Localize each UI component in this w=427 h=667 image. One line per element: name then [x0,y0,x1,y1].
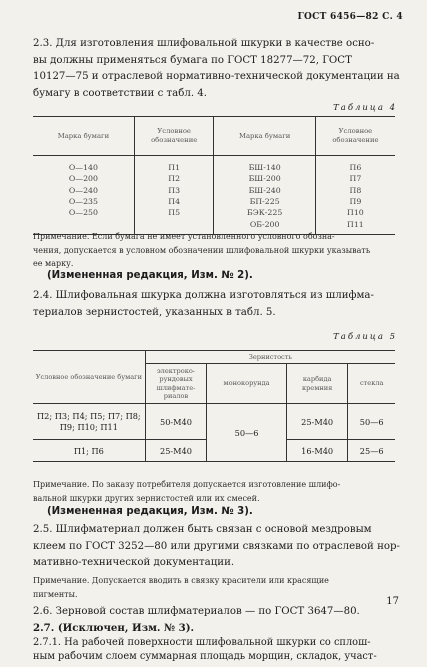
paragraph-2-5: 2.5. Шлифматериал должен быть связан с основой мездровым клеем по ГОСТ 3252—80 или другими связками по отраслевой нор- мативно-технической документации. [33,524,400,568]
paragraph-2-6: 2.6. Зерновой состав шлифматериалов — по ГОСТ 3647—80. [33,606,360,617]
table-5-note: Примечание. По заказу потребителя допускается изготовление шлифо- вальной шкурки других зернистостей или их смесей. [33,480,341,503]
table-row: ОБ-200 П11 [33,218,395,234]
table-4-note: Примечание. Если бумага не имеет установленного условного обозна- чения, допускается в условном обозначении шлифовальной шкурки указывать ее марку. [33,232,371,268]
table-header-cell: Условное обозначение [134,117,214,156]
table-4 [33,116,395,235]
page-number: 17 [386,596,399,607]
table-header-cell: Условное обозначение [315,117,395,156]
table-header-cell: Марка бумаги [214,117,315,156]
revision-note: (Измененная редакция, Изм. № 2). [47,270,253,281]
table-row: О—250 П5 БЭК-225 П10 [33,207,395,218]
paragraph-2-7: 2.7. (Исключен, Изм. № 3). [33,622,195,634]
revision-note: (Измененная редакция, Изм. № 3). [47,506,253,517]
paragraph-2-7-1: 2.7.1. На рабочей поверхности шлифовальной шкурки со сплош- ным рабочим слоем суммарная площадь морщин, складок, участ- [33,637,377,662]
table-header-cell: Условное обозначение бумаги [33,351,145,404]
table-5 [33,350,395,462]
paragraph-2-4: 2.4. Шлифовальная шкурка должна изготовляться из шлифма- териалов зернистостей, указанных в табл. 5. [33,290,374,318]
table-row: О—240 П3 БШ-240 П8 [33,185,395,196]
table-header-cell: стекла [348,364,395,404]
table-row: П1; П6 25-М40 16-М40 25—6 [33,440,395,462]
table-header-cell: электроко-рундовых шлифмате-риалов [145,364,207,404]
table-5-caption: Таблица 5 [333,332,397,342]
paragraph-2-5-note: Примечание. Допускается вводить в связку красители или красящие пигменты. [33,576,329,599]
table-header-cell: Марка бумаги [33,117,134,156]
table-header-cell: монокорунда [207,364,287,404]
table-row: О—235 П4 БП-225 П9 [33,196,395,207]
table-row: О—140 П1 БШ-140 П6 [33,156,395,174]
running-header: ГОСТ 6456—82 С. 4 [297,12,403,22]
paragraph-2-3: 2.3. Для изготовления шлифовальной шкурки в качестве осно- вы должны применяться бумага по ГОСТ 18277—72, ГОСТ 10127—75 и отраслевой нормативно-технической документации на бумагу в соответствии с табл. 4. [33,38,400,99]
table-4-caption: Таблица 4 [333,103,397,113]
table-header-cell: Зернистость [145,351,395,364]
table-row: П2; П3; П4; П5; П7; П8; П9; П10; П11 50-М40 50—6 25-М40 50—6 [33,404,395,440]
table-row: О—200 П2 БШ-200 П7 [33,173,395,184]
table-header-cell: карбида кремния [286,364,348,404]
